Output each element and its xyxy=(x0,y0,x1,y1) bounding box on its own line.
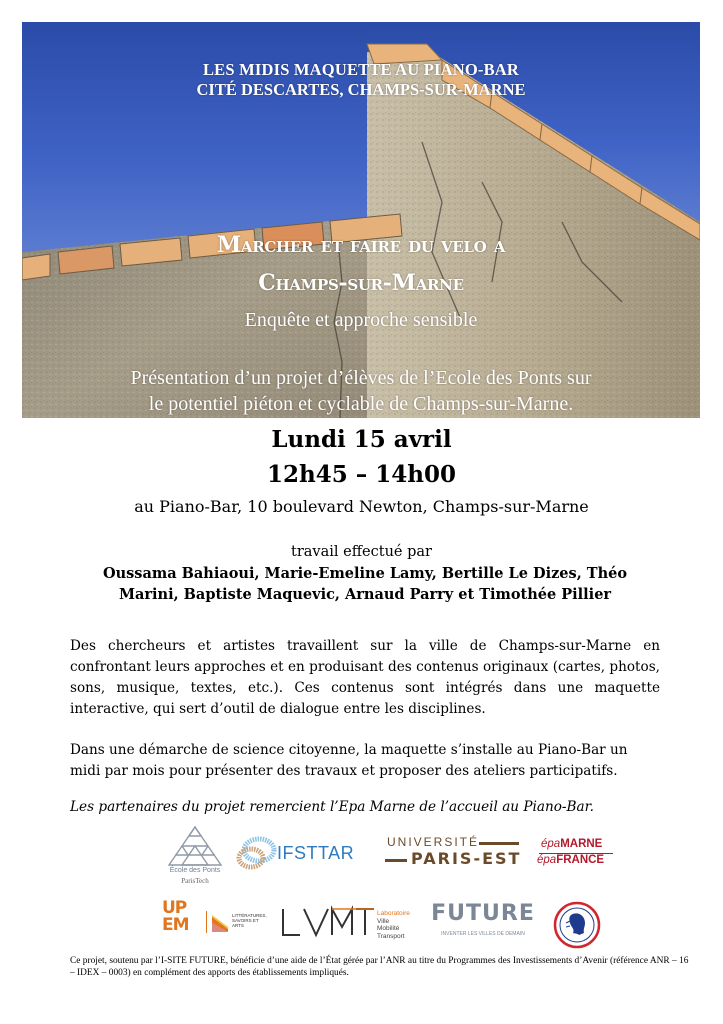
logo-upem-divider xyxy=(206,911,207,933)
event-subtitle: Enquête et approche sensible xyxy=(244,309,478,331)
event-date: Lundi 15 avril xyxy=(271,426,452,453)
body-paragraph-1: Des chercheurs et artistes travaillent sur la ville de Champs-sur-Marne en confrontant leurs approches et en produisant des contenus originaux (cartes, photos, sons, musique, textes, etc.). Ces contenus sont intégrés dans une maquette interactive, qui sert d’outil de dialogue entre les disciplines. xyxy=(70,638,660,717)
event-time: 12h45 – 14h00 xyxy=(267,461,456,488)
logo-epa-marne: MARNE xyxy=(560,838,603,850)
logo-lvmt-sub: Transport xyxy=(377,932,405,940)
logo-epamarne xyxy=(541,838,602,850)
logo-lvmt-sub: Laboratoire xyxy=(377,910,410,917)
credits-authors: Oussama Bahiaoui, Marie-Emeline Lamy, Bertille Le Dizes, Théo Marini, Baptiste Maquevic, Arnaud Parry et Timothée Pillier xyxy=(102,565,628,603)
logo-epa-prefix: épa xyxy=(537,854,557,866)
logo-future-name: FUTURE xyxy=(431,901,535,926)
logo-lvmt-sub: Mobilité xyxy=(377,925,400,932)
body-paragraph-2: Dans une démarche de science citoyenne, la maquette s’installe au Piano-Bar un midi par mois pour présenter des travaux et proposer des ateliers participatifs. xyxy=(70,742,628,779)
page-bottom-edge xyxy=(0,1012,723,1024)
credits-label: travail effectué par xyxy=(291,544,432,560)
logo-upe-line1: UNIVERSITÉ xyxy=(387,835,480,849)
logo-epafrance xyxy=(537,854,604,866)
funding-footer: Ce projet, soutenu par l’I-SITE FUTURE, bénéficie d’une aide de l’État gérée par l’ANR au titre du Programmes des Investissements d’Avenir (référence ANR – 16 – IDEX – 0003) en complément des apports des établissements impliqués. xyxy=(70,956,689,978)
logo-lvmt-sub: Ville xyxy=(377,917,390,925)
logo-upe-line2: PARIS-EST xyxy=(411,849,522,868)
logo-future xyxy=(430,901,536,941)
logo-ifsttar xyxy=(235,832,365,876)
logo-epamarne-epafrance xyxy=(537,838,617,874)
logo-universite-paris-est xyxy=(383,835,523,875)
logo-ponts-sub: ParisTech xyxy=(181,877,209,885)
logo-investir-avenir xyxy=(553,901,601,949)
logo-lvmt xyxy=(280,905,420,945)
event-title-line1: Marcher et faire du velo a xyxy=(216,232,506,258)
hero-photo xyxy=(22,22,700,418)
logo-lvmt-subtitle xyxy=(377,910,410,940)
logo-epa-prefix: épa xyxy=(541,838,561,850)
logo-ifsttar-name: IFSTTAR xyxy=(277,843,355,863)
series-location: CITÉ DESCARTES, CHAMPS-SUR-MARNE xyxy=(196,80,526,99)
marianne-seal-icon xyxy=(553,901,601,949)
presentation-line2: le potentiel piéton et cyclable de Champs-sur-Marne. xyxy=(148,393,574,415)
thanks-note: Les partenaires du projet remercient l’Epa Marne de l’accueil au Piano-Bar. xyxy=(70,799,594,815)
logo-upem-em: EM xyxy=(162,915,189,935)
presentation-line1: Présentation d’un projet d’élèves de l’Ecole des Ponts sur xyxy=(130,367,592,389)
logo-upem-lab: LITTÉRATURES, SAVOIRS ET ARTS xyxy=(232,913,267,928)
lvmt-wordmark xyxy=(280,905,375,939)
logo-epa-france: FRANCE xyxy=(556,854,605,866)
logo-upem xyxy=(162,898,267,949)
logo-upe-bar xyxy=(385,859,407,862)
logo-upem-up: UP xyxy=(162,898,187,918)
logo-future-tagline: INVENTER LES VILLES DE DEMAIN xyxy=(441,931,525,937)
lisaa-swoosh-icon xyxy=(210,913,230,933)
triangle-icon xyxy=(165,825,225,867)
logo-ponts-name: École des Ponts xyxy=(169,867,221,874)
event-title-line2: Champs-sur-Marne xyxy=(258,270,464,296)
logo-ecole-des-ponts xyxy=(165,825,225,891)
logo-upe-bar xyxy=(479,842,519,845)
ifsttar-ring-icon xyxy=(235,832,279,876)
series-title: LES MIDIS MAQUETTE AU PIANO-BAR xyxy=(202,60,520,79)
event-venue: au Piano-Bar, 10 boulevard Newton, Champs-sur-Marne xyxy=(134,497,589,516)
